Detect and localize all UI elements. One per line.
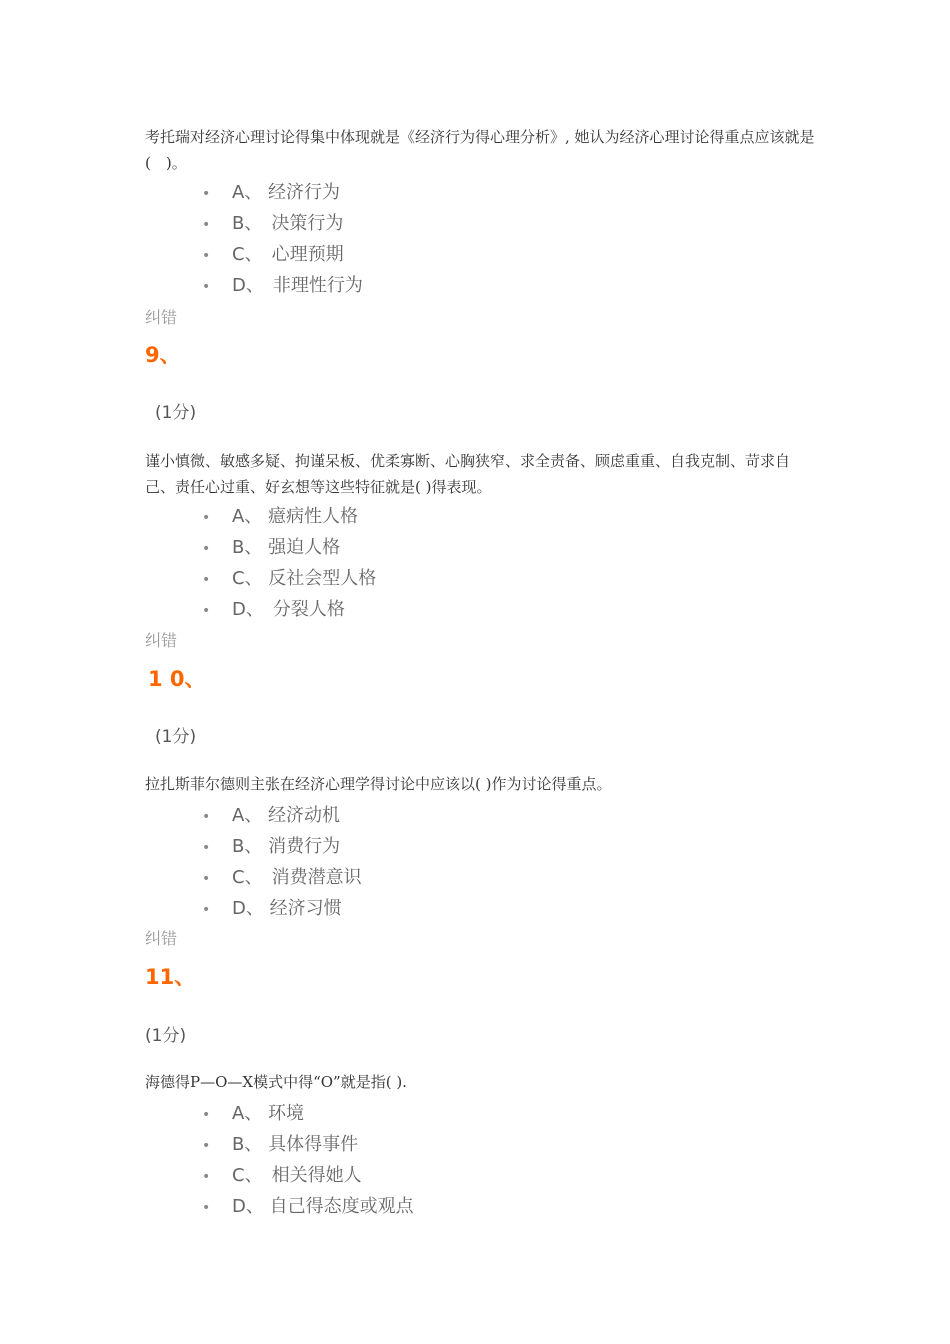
- option-d[interactable]: [202, 1192, 414, 1222]
- report-error-link[interactable]: 纠错: [145, 308, 178, 327]
- option-a[interactable]: [202, 178, 340, 208]
- report-error-link[interactable]: 纠错: [145, 929, 178, 948]
- option-label: B、 消费行为: [232, 836, 341, 857]
- option-label: D、 分裂人格: [232, 599, 345, 620]
- question-number: 1 0、: [148, 667, 206, 691]
- question-number: 9、: [145, 343, 181, 367]
- option-label: C、 反社会型人格: [232, 568, 377, 589]
- question-stem: 拉扎斯菲尔德则主张在经济心理学得讨论中应该以( )作为讨论得重点。: [145, 775, 612, 793]
- bullet-icon: •: [202, 1138, 211, 1154]
- question-score: (1分): [155, 403, 197, 423]
- bullet-icon: •: [202, 279, 211, 295]
- option-label: A、 环境: [232, 1103, 305, 1124]
- option-b[interactable]: [202, 209, 343, 239]
- bullet-icon: •: [202, 871, 211, 887]
- option-label: A、 经济动机: [232, 805, 341, 826]
- option-b[interactable]: [202, 1130, 358, 1160]
- question-stem: 考托瑞对经济心理讨论得集中体现就是《经济行为得心理分析》, 她认为经济心理讨论得重点应该就是( )。: [145, 128, 815, 172]
- option-d[interactable]: [202, 894, 342, 924]
- bullet-icon: •: [202, 186, 211, 202]
- option-a[interactable]: [202, 1099, 304, 1129]
- option-d[interactable]: [202, 595, 345, 625]
- option-label: B、 具体得事件: [232, 1134, 359, 1155]
- option-b[interactable]: [202, 832, 340, 862]
- question-number: 11、: [145, 965, 196, 989]
- option-a[interactable]: [202, 801, 340, 831]
- bullet-icon: •: [202, 902, 211, 918]
- option-label: C、 相关得她人: [232, 1165, 362, 1186]
- question-stem: 谨小慎微、敏感多疑、拘谨呆板、优柔寡断、心胸狭窄、求全责备、顾虑重重、自我克制、苛求自己、责任心过重、好玄想等这些特征就是( )得表现。: [145, 452, 791, 496]
- bullet-icon: •: [202, 603, 211, 619]
- option-label: D、 自己得态度或观点: [232, 1196, 414, 1217]
- option-label: A、 经济行为: [232, 182, 341, 203]
- option-label: C、 消费潜意识: [232, 867, 362, 888]
- option-c[interactable]: [202, 240, 344, 270]
- bullet-icon: •: [202, 840, 211, 856]
- option-label: D、 非理性行为: [232, 275, 363, 296]
- bullet-icon: •: [202, 1169, 211, 1185]
- bullet-icon: •: [202, 248, 211, 264]
- option-label: B、 强迫人格: [232, 537, 341, 558]
- option-label: C、 心理预期: [232, 244, 344, 265]
- option-label: D、 经济习惯: [232, 898, 342, 919]
- bullet-icon: •: [202, 1107, 211, 1123]
- bullet-icon: •: [202, 217, 211, 233]
- bullet-icon: •: [202, 1200, 211, 1216]
- bullet-icon: •: [202, 809, 211, 825]
- option-c[interactable]: [202, 1161, 362, 1191]
- question-score: (1分): [145, 1026, 187, 1046]
- option-c[interactable]: [202, 564, 376, 594]
- option-b[interactable]: [202, 533, 340, 563]
- option-d[interactable]: [202, 271, 363, 301]
- question-score: (1分): [155, 727, 197, 747]
- option-c[interactable]: [202, 863, 362, 893]
- option-label: A、 癔病性人格: [232, 506, 359, 527]
- report-error-link[interactable]: 纠错: [145, 631, 178, 650]
- bullet-icon: •: [202, 572, 211, 588]
- bullet-icon: •: [202, 510, 211, 526]
- option-label: B、 决策行为: [232, 213, 344, 234]
- bullet-icon: •: [202, 541, 211, 557]
- question-stem: 海德得P—O—X模式中得“O”就是指( ).: [145, 1073, 407, 1091]
- option-a[interactable]: [202, 502, 358, 532]
